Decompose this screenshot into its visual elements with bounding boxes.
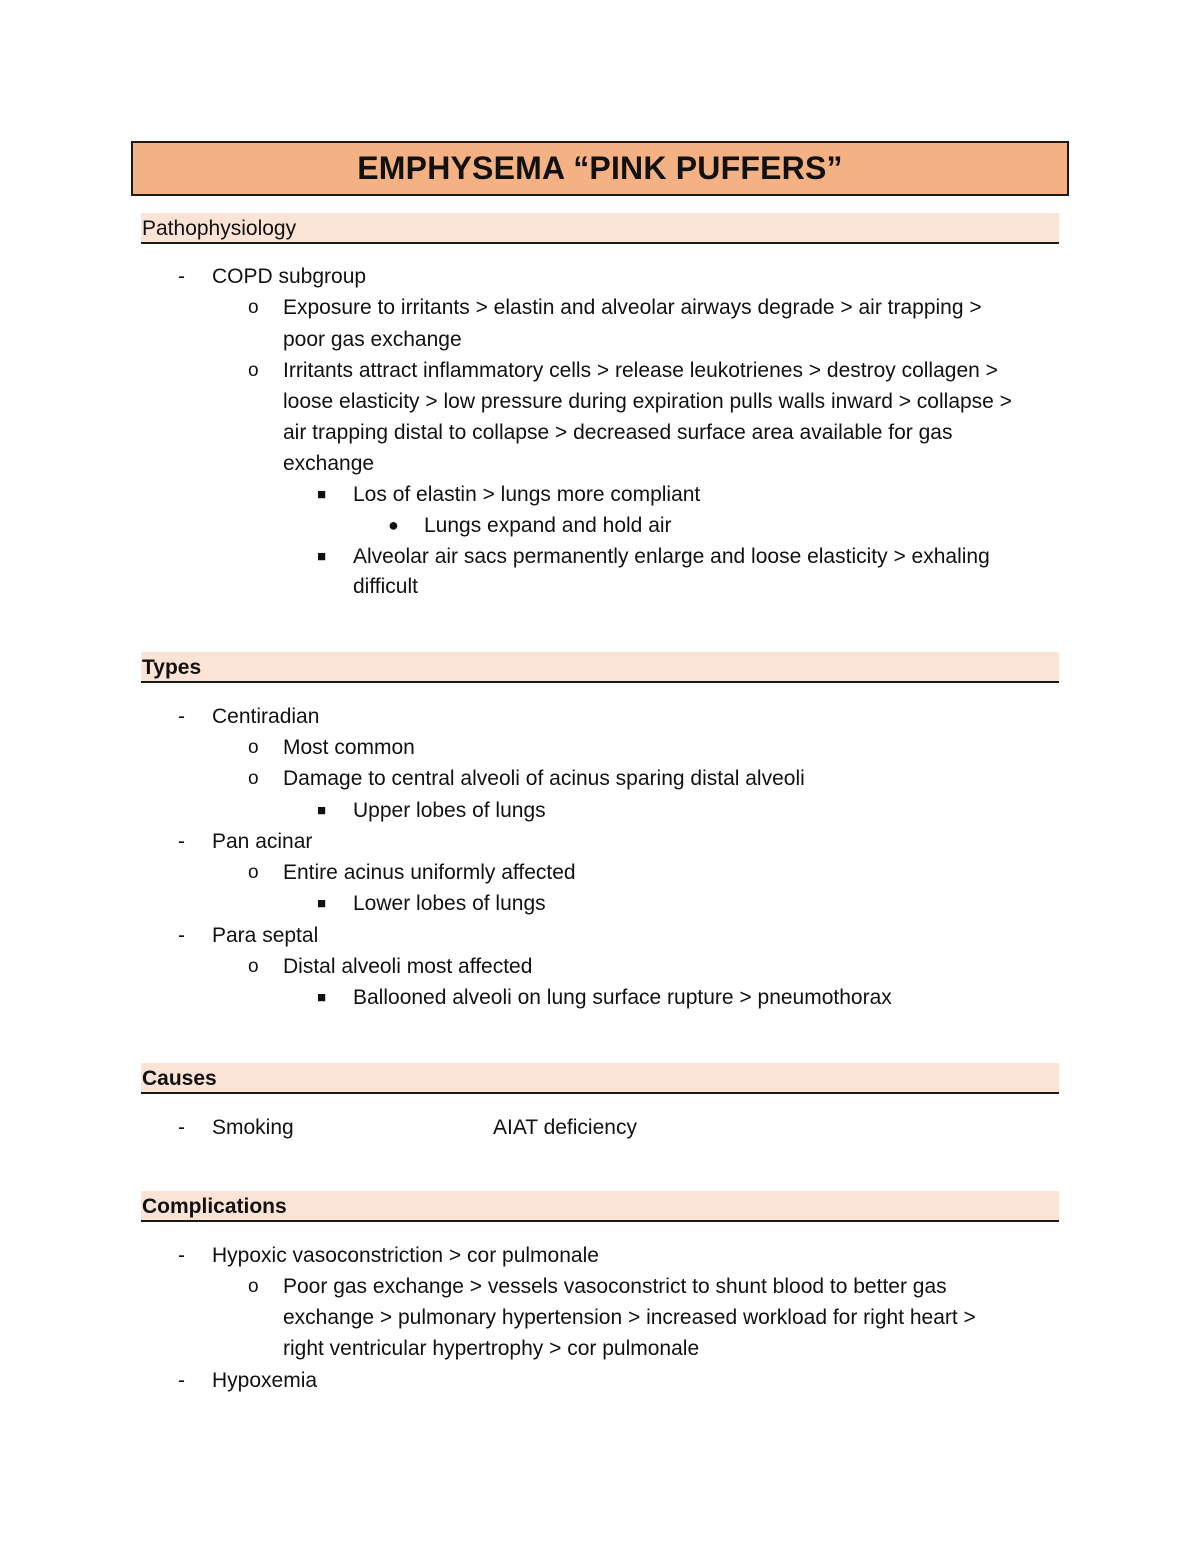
section-heading-types: Types (141, 652, 1059, 683)
list-item-text: COPD subgroup (212, 265, 367, 288)
section-heading-complications: Complications (141, 1191, 1059, 1222)
list-item-text: Lower lobes of lungs (353, 892, 546, 915)
dash-marker: - (178, 1116, 185, 1139)
square-bullet-icon: ■ (317, 895, 327, 912)
list-item-text: exchange > pulmonary hypertension > increased workload for right heart > (283, 1306, 976, 1329)
square-bullet-icon: ■ (317, 802, 327, 819)
list-item-text: Centiradian (212, 705, 320, 728)
dash-marker: - (178, 265, 185, 288)
list-item-text: Distal alveoli most affected (283, 955, 533, 978)
list-item-text: Smoking (212, 1116, 294, 1139)
list-item-text: Poor gas exchange > vessels vasoconstrict to shunt blood to better gas (283, 1275, 947, 1298)
list-item-text: Most common (283, 736, 415, 759)
list-item-text: Exposure to irritants > elastin and alveolar airways degrade > air trapping > (283, 296, 982, 319)
document-title: EMPHYSEMA “PINK PUFFERS” (131, 141, 1069, 196)
list-item-text: Upper lobes of lungs (353, 799, 546, 822)
list-item-text: difficult (353, 575, 418, 598)
list-item-text: poor gas exchange (283, 328, 462, 351)
circle-bullet-icon: o (248, 1276, 259, 1297)
square-bullet-icon: ■ (317, 989, 327, 1006)
list-item-text: Alveolar air sacs permanently enlarge and loose elasticity > exhaling (353, 545, 990, 568)
dash-marker: - (178, 1244, 185, 1267)
list-item-text: right ventricular hypertrophy > cor pulmonale (283, 1337, 700, 1360)
list-item-text: Damage to central alveoli of acinus sparing distal alveoli (283, 767, 805, 790)
dot-bullet-icon: ● (388, 515, 399, 535)
section-pathophysiology (141, 213, 1059, 598)
section-types (141, 652, 1059, 1009)
list-item-text: Entire acinus uniformly affected (283, 861, 576, 884)
list-item-text: loose elasticity > low pressure during expiration pulls walls inward > collapse > (283, 390, 1012, 413)
list-item-text: Pan acinar (212, 830, 313, 853)
list-item-text: air trapping distal to collapse > decreased surface area available for gas (283, 421, 953, 444)
list-item-text: exchange (283, 452, 375, 475)
section-causes (141, 1063, 1059, 1139)
section-complications (141, 1191, 1059, 1392)
dash-marker: - (178, 924, 185, 947)
list-item-text: AIAT deficiency (493, 1116, 637, 1139)
square-bullet-icon: ■ (317, 486, 327, 503)
list-item-text: Irritants attract inflammatory cells > release leukotrienes > destroy collagen > (283, 359, 998, 382)
list-item-text: Lungs expand and hold air (424, 514, 672, 537)
list-item-text: Ballooned alveoli on lung surface rupture > pneumothorax (353, 986, 892, 1009)
section-heading-causes: Causes (141, 1063, 1059, 1094)
list-item-text: Para septal (212, 924, 319, 947)
circle-bullet-icon: o (248, 360, 259, 381)
circle-bullet-icon: o (248, 862, 259, 883)
list-item-text: Hypoxic vasoconstriction > cor pulmonale (212, 1244, 599, 1267)
circle-bullet-icon: o (248, 737, 259, 758)
circle-bullet-icon: o (248, 768, 259, 789)
circle-bullet-icon: o (248, 956, 259, 977)
dash-marker: - (178, 830, 185, 853)
list-item-text: Los of elastin > lungs more compliant (353, 483, 701, 506)
list-item-text: Hypoxemia (212, 1369, 318, 1392)
dash-marker: - (178, 705, 185, 728)
dash-marker: - (178, 1369, 185, 1392)
circle-bullet-icon: o (248, 297, 259, 318)
square-bullet-icon: ■ (317, 548, 327, 565)
section-heading-pathophysiology: Pathophysiology (141, 213, 1059, 244)
